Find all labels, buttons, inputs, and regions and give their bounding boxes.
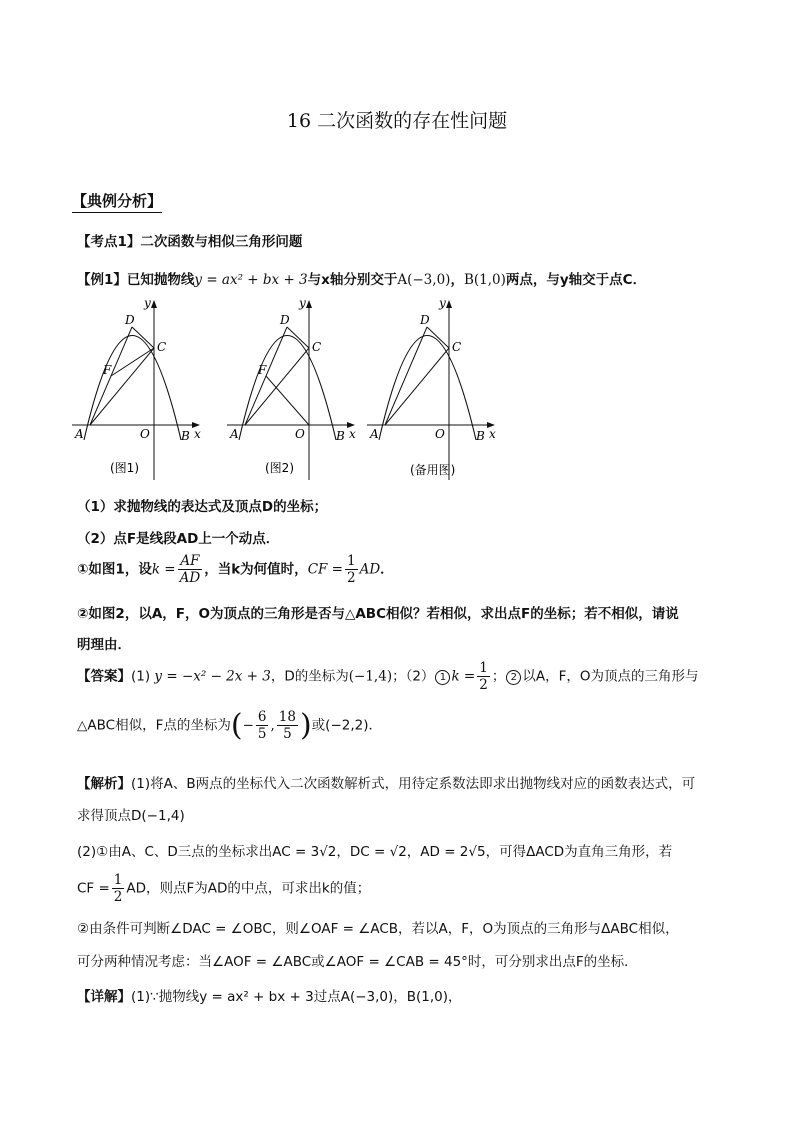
svg-text:B: B xyxy=(476,429,485,443)
analysis-line4: CF = $\frac{1}{2}$ AD，则点F为AD的中点，可求出k的值； xyxy=(77,872,371,905)
caption-1: (图1) xyxy=(110,461,139,475)
caption-3: (备用图) xyxy=(410,463,456,477)
label-a: A xyxy=(75,427,84,441)
svg-text:B: B xyxy=(336,429,345,443)
label-c: C xyxy=(157,340,167,354)
analysis-line6: 可分两种情况考虑：当∠AOF = ∠ABC或∠AOF = ∠CAB = 45°时，可分别求出点F的坐标． xyxy=(77,954,638,970)
detail-line: 【详解】(1)∵抛物线y = ax² + bx + 3过点A(−3,0)，B(1,0)， xyxy=(77,989,462,1005)
label-o: O xyxy=(140,427,150,441)
svg-text:y: y xyxy=(299,296,306,310)
svg-text:C: C xyxy=(312,340,322,354)
label-x: x xyxy=(194,427,201,441)
svg-text:A: A xyxy=(230,427,239,441)
svg-text:D: D xyxy=(280,313,290,327)
example-tag: 【例1】 xyxy=(77,272,127,288)
figure-3 xyxy=(365,295,505,485)
page-title: 16 二次函数的存在性问题 xyxy=(286,110,508,132)
figure-1 xyxy=(70,295,210,485)
label-f: F xyxy=(103,363,112,377)
caption-2: (图2) xyxy=(265,461,294,475)
analysis-tag: 【解析】 xyxy=(77,776,131,792)
svg-text:x: x xyxy=(349,427,356,441)
analysis-line5: ②由条件可判断∠DAC = ∠OBC，则∠OAF = ∠ACB，若以A，F，O为顶点的三角形与ΔABC相似， xyxy=(77,921,679,937)
question-2-2-line2: 明理由． xyxy=(77,637,131,653)
question-1: （1）求抛物线的表达式及顶点D的坐标； xyxy=(77,499,328,515)
svg-text:O: O xyxy=(295,427,305,441)
analysis-line2: 求得顶点D(−1,4) xyxy=(77,808,185,824)
answer-tag: 【答案】 xyxy=(77,668,131,685)
label-y: y xyxy=(144,296,151,310)
svg-text:O: O xyxy=(435,427,445,441)
detail-tag: 【详解】 xyxy=(77,989,131,1005)
question-2-1: ①如图1，设k = $\frac{AF}{AD}$ ，当k为何值时，CF = $\frac{1}{2}$ AD． xyxy=(77,553,394,586)
section-heading: 【典例分析】 xyxy=(72,190,162,213)
figure-2 xyxy=(225,295,365,485)
svg-text:D: D xyxy=(420,313,430,327)
analysis-line3: (2)①由A、C、D三点的坐标求出AC = 3√2，DC = √2，AD = 2√5，可得ΔACD为直角三角形，若 xyxy=(77,844,673,860)
question-2-2-line1: ②如图2，以A，F，O为顶点的三角形是否与△ABC相似？若相似，求出点F的坐标；若不相似，请说 xyxy=(77,606,679,622)
svg-text:F: F xyxy=(258,363,267,377)
svg-text:x: x xyxy=(489,427,496,441)
question-2: （2）点F是线段AD上一个动点． xyxy=(77,531,280,547)
example-statement: 【例1】已知抛物线y = ax² + bx + 3与x轴分别交于A(−3,0)，B(1,0)两点，与y轴交于点C． xyxy=(77,272,647,288)
svg-text:C: C xyxy=(452,340,462,354)
svg-text:y: y xyxy=(439,296,446,310)
kaodian-heading: 【考点1】二次函数与相似三角形问题 xyxy=(77,234,303,250)
answer-line2: △ABC相似，F点的坐标为(− $\frac{6}{5}$ , $\frac{18}{5}$ )或(−2,2)． xyxy=(77,708,382,743)
analysis-line1: 【解析】(1)将A、B两点的坐标代入二次函数解析式，用待定系数法即求出抛物线对应的函数表达式，可 xyxy=(77,776,696,792)
svg-text:A: A xyxy=(370,427,379,441)
label-b: B xyxy=(181,429,190,443)
label-d: D xyxy=(125,313,135,327)
answer-line1: 【答案】(1) y = −x² − 2x + 3，D的坐标为(−1,4)；（2） 1 k = $\frac{1}{2}$ ； 2 以A，F，O为顶点的三角形与 xyxy=(77,660,699,693)
function-expr: y = ax² + bx + 3 xyxy=(194,272,308,288)
